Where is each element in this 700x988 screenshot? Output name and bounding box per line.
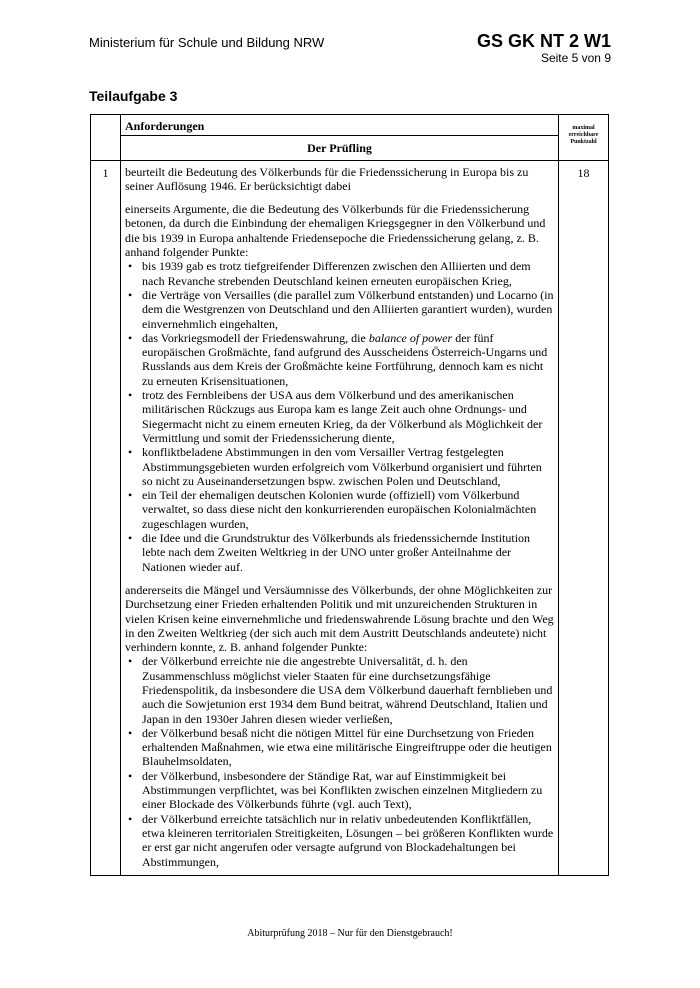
row-points: 18: [559, 160, 609, 875]
part2-list: [125, 654, 554, 868]
list-item: • der Völkerbund besaß nicht die nötigen Mittel für eine Durchsetzung von Frieden erhaltenden Maßnahmen, wie etwa eine militärische Eingreiftruppe oder die heutigen Blauhelmsoldaten,: [128, 725, 552, 769]
table-subheader-row: [91, 136, 609, 160]
document-code: GS GK NT 2 W1: [476, 31, 611, 51]
table-row: [91, 160, 609, 875]
list-item: • die Idee und die Grundstruktur des Völkerbunds als friedenssichernde Institution lebte nach dem Zweiten Weltkrieg in der UNO unter großer Anteilnahme der Nationen wieder auf.: [128, 531, 531, 574]
header-anforderungen: Anforderungen: [121, 115, 559, 136]
header-number-cell: [91, 115, 121, 161]
list-item: • die Verträge von Versailles (die parallel zum Völkerbund entstanden) und Locarno (in dem die Westgrenzen von Deutschland und den Alliierten garantiert wurden), wurden einvernehmlich eingehalten,: [128, 287, 554, 331]
part2-intro: andererseits die Mängel und Versäumnisse des Völkerbunds, der ohne Möglichkeiten zur Durchsetzung einer Frieden erhaltenden Politik und mit unzureichenden Strukturen in vielen Krisen keine einvernehmliche und friedenswahrende Lösung brachte und den Weg in den Zweiten Weltkrieg (der sich auch mit dem Austritt Deutschlands andeutete) nicht verhindern konnte, z. B. anhand folgender Punkte:: [125, 582, 554, 655]
row-number: 1: [91, 160, 121, 875]
list-item: • der Völkerbund, insbesondere der Ständige Rat, war auf Einstimmigkeit bei Abstimmungen verpflichtet, was bei Konflikten zwischen einzelnen Mitgliedern zu einer Blockade des Völkerbunds führte (vgl. auch Text),: [128, 768, 543, 812]
list-item: • der Völkerbund erreichte nie die angestrebte Universalität, d. h. den Zusammenschluss möglichst vieler Staaten für eine durchsetzungsfähige Friedenspolitik, da insbesondere die USA dem Völkerbund dauerhaft fernblieben und auch die Sowjetunion erst 1934 dem Bund beitrat, während Deutschland, Italien und Japan in den 1930er Jahren diesen wieder verließen,: [128, 654, 553, 726]
requirement-intro: beurteilt die Bedeutung des Völkerbunds für die Friedenssicherung in Europa bis zu seiner Auflösung 1946. Er berücksichtigt dabei: [125, 164, 529, 193]
list-item: • ein Teil der ehemaligen deutschen Kolonien wurde (offiziell) vom Völkerbund verwaltet, so dass diese nicht den konkurrierenden europäischen Kolonialmächten zugeschlagen wurden,: [128, 488, 537, 531]
page-footer: Abiturprüfung 2018 – Nur für den Dienstgebrauch!: [247, 928, 453, 939]
subtask-title: Teilaufgabe 3: [89, 88, 178, 104]
requirements-table: [90, 114, 609, 876]
table-header-row: [91, 115, 609, 136]
document-header: [477, 31, 611, 65]
list-item: • das Vorkriegsmodell der Friedenswahrung, die balance of power der fünf europäischen Großmächte, fand aufgrund des Ausscheidens Österreich-Ungarns und Russlands aus dem Kreis der Großmächte keine Fortführung, dennoch kam es nicht zu erneuten Krisensituationen,: [128, 330, 548, 388]
part1-intro: einerseits Argumente, die die Bedeutung des Völkerbunds für die Friedenssicherung betonen, da durch die Einbindung der ehemaligen Kriegsgegner in den Völkerbund und die bis 1939 in Europa anhaltende Friedensepoche die Friedenssicherung gelang, z. B. anhand folgender Punkte:: [125, 202, 546, 260]
list-item: • konfliktbeladene Abstimmungen in den vom Versailler Vertrag festgelegten Abstimmungsgebieten wurden erfolgreich vom Völkerbund organisiert und führten so nicht zu Auseinandersetzungen bspw. zwischen Polen und Deutschland,: [128, 445, 542, 488]
list-item: • trotz des Fernbleibens der USA aus dem Völkerbund und des amerikanischen militärischen Rückzugs aus Europa kam es lange Zeit auch ohne Ordnungs- und Siegermacht nicht zu einem erneuten Krieg, da der Völkerbund als Möglichkeit der Vermittlung und somit der Friedenssicherung diente,: [128, 388, 543, 445]
part1-list: [125, 259, 554, 574]
ministry-name: Ministerium für Schule und Bildung NRW: [89, 35, 325, 50]
requirement-content: [121, 160, 559, 875]
header-pruefling: Der Prüfling: [121, 136, 559, 160]
page-number: Seite 5 von 9: [540, 51, 611, 65]
list-item: • der Völkerbund erreichte tatsächlich nur in relativ unbedeutenden Konfliktfällen, etwa kleineren territorialen Streitigkeiten, Lösungen – bei größeren Konflikten wurde er erst gar nicht angerufen oder versagte aufgrund von Blockadehaltungen bei Abstimmungen,: [128, 811, 554, 869]
list-item: • bis 1939 gab es trotz tiefgreifender Differenzen zwischen den Alliierten und dem nach Revanche strebenden Deutschland keinen erneuten europäischen Krieg,: [128, 259, 531, 288]
header-max-points: maximal erreichbare Punktzahl: [559, 115, 609, 161]
